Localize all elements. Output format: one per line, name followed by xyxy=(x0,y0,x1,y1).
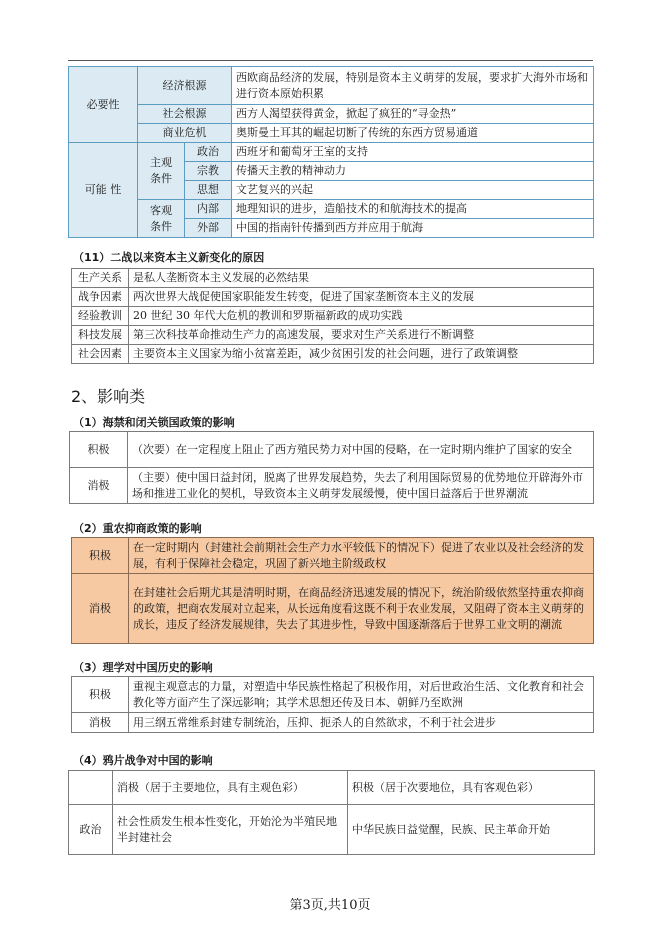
row-text: 是私人垄断资本主义发展的必然结果 xyxy=(129,269,594,288)
page-number: 第3页,共10页 xyxy=(289,898,371,913)
agriculture-table xyxy=(71,537,594,644)
row-text: 地理知识的进步，造船技术的和航海技术的提高 xyxy=(232,200,594,219)
row-label: 思想 xyxy=(185,181,232,200)
row-label: 生产关系 xyxy=(72,269,129,288)
header-rule xyxy=(68,60,593,61)
negative-text: 社会性质发生根本性变化，开始沦为半殖民地半封建社会 xyxy=(113,805,348,855)
row-label: 宗教 xyxy=(185,162,232,181)
positive-label: 积极 xyxy=(72,538,129,574)
row-label: 商业危机 xyxy=(138,124,232,143)
row-text: 第三次科技革命推动生产力的高速发展，要求对生产关系进行不断调整 xyxy=(129,326,594,345)
row-text: 两次世界大战促使国家职能发生转变，促进了国家垄断资本主义的发展 xyxy=(129,288,594,307)
row-label: 外部 xyxy=(185,219,232,238)
positive-header: 积极（居于次要地位，具有客观色彩） xyxy=(348,771,595,805)
possibility-label: 可能 性 xyxy=(69,143,138,238)
row-text: 中国的指南针传播到西方并应用于航海 xyxy=(232,219,594,238)
row-text: 奥斯曼土耳其的崛起切断了传统的东西方贸易通道 xyxy=(232,124,594,143)
negative-label: 消极 xyxy=(70,468,128,504)
row-label: 社会根源 xyxy=(138,105,232,124)
positive-text: 中华民族日益觉醒，民族、民主革命开始 xyxy=(348,805,595,855)
positive-label: 积极 xyxy=(70,432,128,468)
row-text: 西方人渴望获得黄金，掀起了疯狂的“寻金热” xyxy=(232,105,594,124)
negative-text: 在封建社会后期尤其是清明时期，在商品经济迅速发展的情况下，统治阶级依然坚持重农抑商的政策，把商农发展对立起来，从长远角度看这既不利于农业发展，又阻碍了资本主义萌芽的成长，违反了经济发展规律，失去了其进步性，导致中国逐渐落后于世界工业文明的潮流 xyxy=(129,574,594,644)
empty-header-cell xyxy=(69,771,113,805)
section-heading: 2、影响类 xyxy=(71,387,146,406)
section-title: （1）海禁和闭关锁国政策的影响 xyxy=(73,416,235,429)
row-label: 经验教训 xyxy=(72,307,129,326)
section-title: （3）理学对中国历史的影响 xyxy=(73,661,213,674)
positive-text: （次要）在一定程度上阻止了西方殖民势力对中国的侵略，在一定时期内维护了国家的安全 xyxy=(128,432,594,468)
capitalism-table xyxy=(71,268,594,364)
negative-header: 消极（居于主要地位，具有主观色彩） xyxy=(113,771,348,805)
necessity-label: 必要性 xyxy=(69,67,138,143)
row-text: 西班牙和葡萄牙王室的支持 xyxy=(232,143,594,162)
positive-text: 在一定时期内（封建社会前期社会生产力水平较低下的情况下）促进了农业以及社会经济的发展，有利于保障社会稳定，巩固了新兴地主阶级政权 xyxy=(129,538,594,574)
negative-label: 消极 xyxy=(72,713,129,733)
negative-text: （主要）使中国日益封闭，脱离了世界发展趋势，失去了利用国际贸易的优势地位开辟海外市场和推进工业化的契机，导致资本主义萌芽发展缓慢，使中国日益落后于世界潮流 xyxy=(128,468,594,504)
row-text: 西欧商品经济的发展，特别是资本主义萌芽的发展，要求扩大海外市场和进行资本原始积累 xyxy=(232,67,594,105)
neoconfucian-table xyxy=(71,676,594,733)
subjective-label: 主观条件 xyxy=(138,143,185,200)
row-label: 政治 xyxy=(69,805,113,855)
opium-war-table xyxy=(68,770,595,855)
section-title: （11）二战以来资本主义新变化的原因 xyxy=(73,251,265,264)
row-label: 内部 xyxy=(185,200,232,219)
seaban-table xyxy=(69,431,594,504)
negative-label: 消极 xyxy=(72,574,129,644)
row-text: 20 世纪 30 年代大危机的教训和罗斯福新政的成功实践 xyxy=(129,307,594,326)
row-text: 传播天主教的精神动力 xyxy=(232,162,594,181)
row-label: 政治 xyxy=(185,143,232,162)
negative-text: 用三纲五常维系封建专制统治，压抑、扼杀人的自然欲求，不利于社会进步 xyxy=(129,713,594,733)
positive-text: 重视主观意志的力量，对塑造中华民族性格起了积极作用，对后世政治生活、文化教育和社会教化等方面产生了深远影响；其学术思想还传及日本、朝鲜乃至欧洲 xyxy=(129,677,594,713)
objective-label: 客观条件 xyxy=(138,200,185,238)
row-text: 文艺复兴的兴起 xyxy=(232,181,594,200)
row-label: 科技发展 xyxy=(72,326,129,345)
section-title: （4）鸦片战争对中国的影响 xyxy=(73,754,213,767)
row-label: 社会因素 xyxy=(72,345,129,364)
row-text: 主要资本主义国家为缩小贫富差距，减少贫困引发的社会问题，进行了政策调整 xyxy=(129,345,594,364)
row-label: 战争因素 xyxy=(72,288,129,307)
positive-label: 积极 xyxy=(72,677,129,713)
causes-table xyxy=(68,66,594,238)
row-label: 经济根源 xyxy=(138,67,232,105)
section-title: （2）重农抑商政策的影响 xyxy=(73,522,202,535)
